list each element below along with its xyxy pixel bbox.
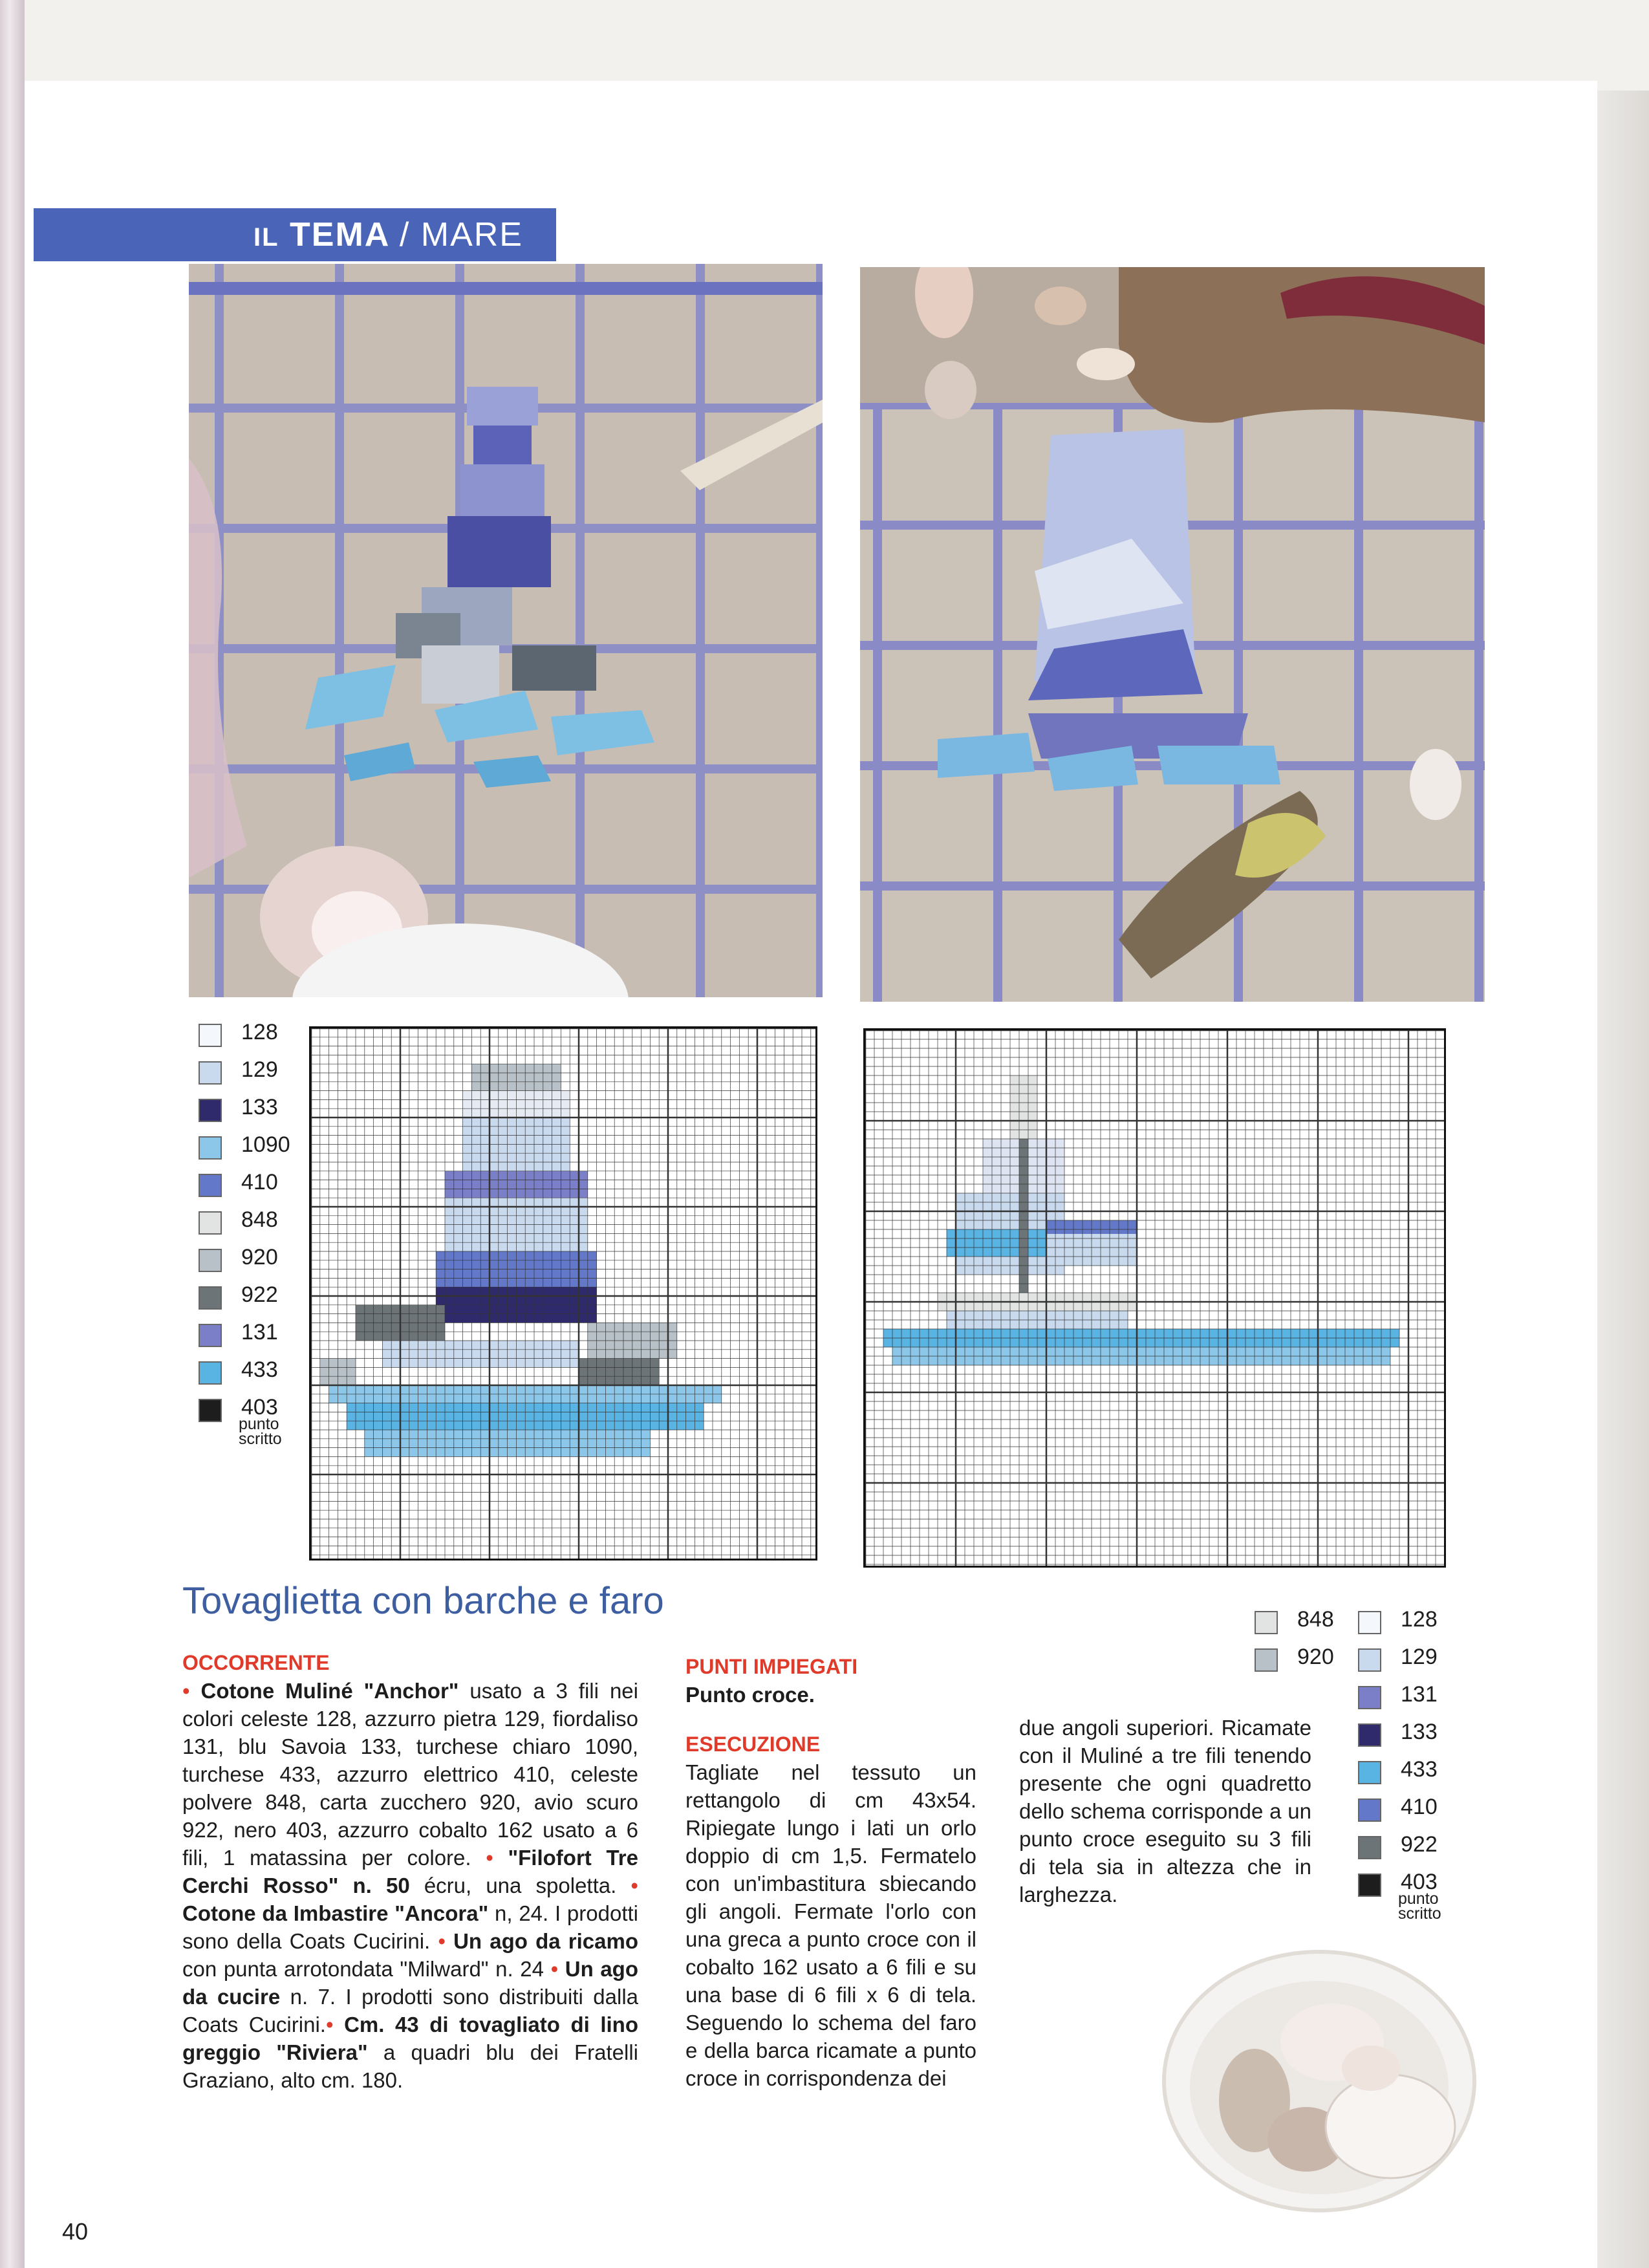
thread-code: 128	[1401, 1607, 1438, 1632]
thread-code: 1090	[241, 1132, 290, 1157]
materials-column	[182, 1649, 638, 2094]
material-detail: écru, una spoletta.	[409, 1874, 631, 1897]
bullet: •	[182, 1679, 201, 1703]
color-swatch	[199, 1024, 222, 1047]
thread-code: 129	[241, 1057, 278, 1082]
color-swatch	[1358, 1761, 1381, 1784]
materials-list	[182, 1677, 638, 2094]
material-name: Un ago da cucire	[182, 1957, 638, 2009]
color-swatch	[1358, 1611, 1381, 1634]
thread-code: 922	[1401, 1832, 1438, 1857]
legend-note: scritto	[239, 1430, 282, 1448]
color-swatch	[1358, 1836, 1381, 1859]
instructions-column	[685, 1653, 976, 2092]
stitches-text: Punto croce.	[685, 1683, 815, 1707]
bullet: •	[438, 1929, 454, 1953]
thread-code: 403	[241, 1395, 278, 1420]
material-detail: a quadri blu dei Fratelli Graziano, alto cm. 180.	[182, 2040, 638, 2092]
thread-code: 848	[241, 1207, 278, 1232]
legend-note: punto	[1398, 1890, 1439, 1908]
thread-code: 410	[1401, 1795, 1438, 1819]
page-number: 40	[62, 2218, 89, 2245]
stitches-heading: PUNTI IMPIEGATI	[685, 1655, 858, 1678]
instructions-column-continued	[1019, 1714, 1311, 1908]
material-detail: usato a 3 fili nei colori celeste 128, azzurro pietra 129, fiordaliso 131, blu Savoia 133, turchese chiaro 1090, turchese 433, azzurro elettrico 410, celeste polvere 848, carta zucchero 920, avio scuro 922, nero 403, azzurro cobalto 162 usato a 6 fili, 1 matassina per colore.	[182, 1679, 638, 1870]
lighthouse-cross-stitch-chart	[309, 1026, 817, 1561]
color-swatch	[199, 1211, 222, 1235]
header-separator: /	[399, 216, 411, 254]
material-name: Cm. 43 di tovagliato di lino greggio "Riviera"	[182, 2013, 638, 2064]
bullet: •	[325, 2013, 345, 2036]
rock	[579, 1359, 659, 1385]
color-swatch	[199, 1399, 222, 1422]
thread-code: 920	[241, 1245, 278, 1269]
color-swatch	[199, 1286, 222, 1310]
legend-note: scritto	[1398, 1905, 1441, 1923]
color-swatch	[1358, 1723, 1381, 1747]
legend-note: punto	[239, 1415, 279, 1433]
color-swatch	[1255, 1648, 1278, 1672]
color-swatch	[199, 1249, 222, 1272]
sailboat-embroidery-photo	[860, 267, 1485, 1002]
execution-heading: ESECUZIONE	[685, 1733, 821, 1756]
material-detail: n, 24. I prodotti sono della Coats Cucirini.	[182, 1901, 638, 1953]
color-swatch	[1358, 1648, 1381, 1672]
materials-heading: OCCORRENTE	[182, 1651, 330, 1674]
thread-code: 920	[1297, 1645, 1334, 1669]
color-swatch	[1358, 1798, 1381, 1822]
next-page-edge	[1597, 91, 1649, 2268]
header-prefix: IL	[253, 223, 279, 252]
bullet: •	[550, 1957, 565, 1981]
sail-stripe	[947, 1229, 1028, 1257]
execution-text-a: Tagliate nel tessuto un rettangolo di cm 43x54. Ripiegate lungo i lati un orlo doppio di cm 1,5. Fermatelo con un'imbastitura sbiecando gli angoli. Fermate l'orlo con una greca a punto croce con il cobalto 162 usato a 6 fili e su una base di 6 fili x 6 di tela. Seguendo lo schema del faro e della barca ricamate a punto croce in corrispondenza dei	[685, 1760, 976, 2090]
thread-code: 131	[241, 1320, 278, 1345]
thread-code: 133	[1401, 1720, 1438, 1744]
thread-code: 848	[1297, 1607, 1334, 1632]
material-name: Cotone da Imbastire "Ancora"	[182, 1901, 489, 1925]
color-swatch	[1358, 1874, 1381, 1897]
material-name: Cotone Muliné "Anchor"	[200, 1679, 459, 1703]
color-swatch	[1255, 1611, 1278, 1634]
thread-code: 128	[241, 1020, 278, 1044]
color-swatch	[199, 1061, 222, 1085]
thread-code: 922	[241, 1282, 278, 1307]
color-swatch	[199, 1099, 222, 1122]
shell-bowl-photo	[1158, 1932, 1481, 2217]
color-swatch	[1358, 1686, 1381, 1709]
thread-code: 403	[1401, 1870, 1438, 1894]
thread-code: 433	[241, 1357, 278, 1382]
page-binding	[0, 0, 25, 2268]
material-name: "Filofort Tre Cerchi Rosso" n. 50	[182, 1846, 638, 1897]
color-swatch	[199, 1136, 222, 1160]
header-title: TEMA	[290, 216, 389, 254]
bullet: •	[630, 1874, 638, 1897]
material-detail: n. 7. I prodotti sono distribuiti dalla Coats Cucirini.	[182, 1985, 638, 2036]
material-detail: con punta arrotondata "Milward" n. 24	[182, 1957, 551, 1981]
section-header	[253, 208, 523, 261]
mast	[1019, 1139, 1028, 1293]
color-swatch	[199, 1361, 222, 1385]
material-name: Un ago da ricamo	[453, 1929, 638, 1953]
thread-code: 410	[241, 1170, 278, 1194]
thread-code: 131	[1401, 1682, 1438, 1707]
bullet: •	[486, 1846, 508, 1870]
execution-text-b: due angoli superiori. Ricamate con il Muliné a tre fili tenendo presente che ogni quadretto dello schema corrisponde a un punto croce eseguito su 3 fili di tela sia in altezza che in larghezza.	[1019, 1716, 1311, 1906]
lighthouse-embroidery-photo	[189, 264, 823, 997]
thread-code: 433	[1401, 1757, 1438, 1782]
color-swatch	[199, 1324, 222, 1347]
header-section: MARE	[420, 216, 523, 254]
article-title: Tovaglietta con barche e faro	[182, 1580, 664, 1622]
color-swatch	[199, 1174, 222, 1197]
thread-code: 129	[1401, 1645, 1438, 1669]
thread-code: 133	[241, 1095, 278, 1119]
sailboat-cross-stitch-chart	[863, 1028, 1446, 1568]
